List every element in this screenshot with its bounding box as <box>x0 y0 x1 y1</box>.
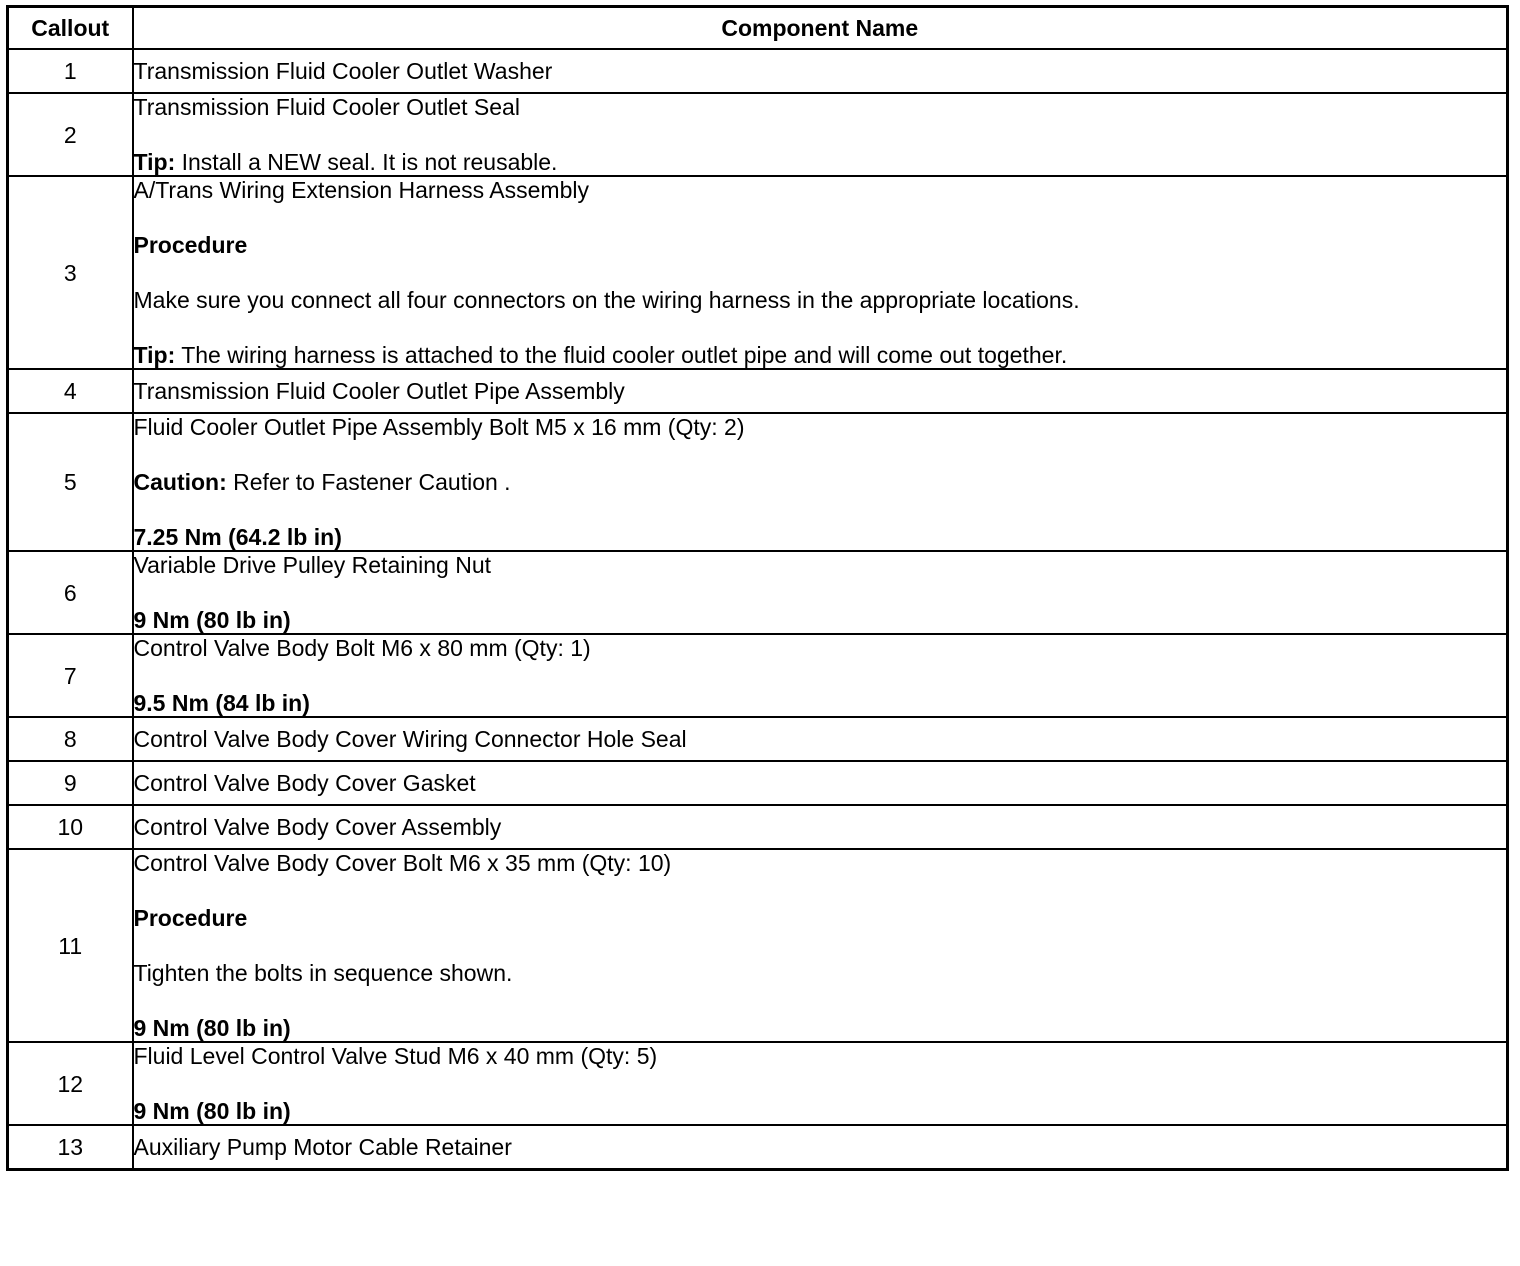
component-name: Control Valve Body Bolt M6 x 80 mm (Qty: 1) <box>133 635 591 661</box>
component-name: Fluid Level Control Valve Stud M6 x 40 mm (Qty: 5) <box>133 1043 658 1069</box>
torque-spec: 9 Nm (80 lb in) <box>133 607 291 633</box>
tip-note <box>134 149 1507 175</box>
tip-label: Tip: <box>133 342 176 368</box>
table-row <box>8 717 1508 761</box>
component-cell <box>133 717 1508 761</box>
table-header-row <box>8 7 1508 50</box>
component-cell <box>133 413 1508 551</box>
table-row <box>8 1042 1508 1125</box>
procedure-text: Tighten the bolts in sequence shown. <box>133 960 513 986</box>
component-cell <box>133 1042 1508 1125</box>
component-table <box>6 5 1509 1171</box>
caution-text: Refer to Fastener Caution . <box>226 469 511 495</box>
torque-spec: 9 Nm (80 lb in) <box>133 1098 291 1124</box>
table-row <box>8 1125 1508 1170</box>
component-name: Transmission Fluid Cooler Outlet Washer <box>133 58 553 84</box>
callout-number: 8 <box>8 717 133 761</box>
component-name: Variable Drive Pulley Retaining Nut <box>133 552 492 578</box>
torque-spec: 7.25 Nm (64.2 lb in) <box>133 524 342 550</box>
table-row <box>8 369 1508 413</box>
component-cell <box>133 176 1508 369</box>
component-cell <box>133 805 1508 849</box>
table-row <box>8 93 1508 176</box>
table-row <box>8 49 1508 93</box>
callout-number: 10 <box>8 805 133 849</box>
table-row <box>8 805 1508 849</box>
caution-label: Caution: <box>133 469 227 495</box>
table-row <box>8 761 1508 805</box>
tip-text: The wiring harness is attached to the fluid cooler outlet pipe and will come out together. <box>175 342 1068 368</box>
callout-number: 6 <box>8 551 133 634</box>
component-cell <box>133 49 1508 93</box>
callout-number: 1 <box>8 49 133 93</box>
tip-label: Tip: <box>133 149 176 175</box>
component-name: Fluid Cooler Outlet Pipe Assembly Bolt M5 x 16 mm (Qty: 2) <box>133 414 745 440</box>
header-callout: Callout <box>8 7 133 50</box>
component-name: A/Trans Wiring Extension Harness Assembly <box>133 177 589 203</box>
component-name: Control Valve Body Cover Assembly <box>133 814 502 840</box>
torque-spec: 9 Nm (80 lb in) <box>133 1015 291 1041</box>
component-cell <box>133 761 1508 805</box>
torque-spec: 9.5 Nm (84 lb in) <box>133 690 310 716</box>
component-table-container <box>6 5 1506 1171</box>
component-name: Transmission Fluid Cooler Outlet Pipe Assembly <box>133 378 625 404</box>
component-cell <box>133 93 1508 176</box>
tip-note <box>134 342 1507 368</box>
component-cell <box>133 1125 1508 1170</box>
caution-note <box>134 469 1507 495</box>
callout-number: 3 <box>8 176 133 369</box>
table-row <box>8 413 1508 551</box>
callout-number: 12 <box>8 1042 133 1125</box>
callout-number: 2 <box>8 93 133 176</box>
component-name: Control Valve Body Cover Wiring Connector Hole Seal <box>133 726 687 752</box>
callout-number: 4 <box>8 369 133 413</box>
component-name: Auxiliary Pump Motor Cable Retainer <box>133 1134 512 1160</box>
callout-number: 5 <box>8 413 133 551</box>
procedure-text: Make sure you connect all four connectors on the wiring harness in the appropriate locations. <box>133 287 1080 313</box>
table-row <box>8 551 1508 634</box>
component-name: Transmission Fluid Cooler Outlet Seal <box>133 94 520 120</box>
callout-number: 9 <box>8 761 133 805</box>
procedure-heading: Procedure <box>133 232 248 258</box>
procedure-heading: Procedure <box>133 905 248 931</box>
component-name: Control Valve Body Cover Gasket <box>133 770 476 796</box>
component-cell <box>133 551 1508 634</box>
tip-text: Install a NEW seal. It is not reusable. <box>175 149 558 175</box>
table-row <box>8 634 1508 717</box>
callout-number: 7 <box>8 634 133 717</box>
header-component-name: Component Name <box>133 7 1508 50</box>
table-row <box>8 849 1508 1042</box>
component-cell <box>133 634 1508 717</box>
component-cell <box>133 849 1508 1042</box>
table-row <box>8 176 1508 369</box>
callout-number: 13 <box>8 1125 133 1170</box>
component-name: Control Valve Body Cover Bolt M6 x 35 mm (Qty: 10) <box>133 850 672 876</box>
callout-number: 11 <box>8 849 133 1042</box>
component-cell <box>133 369 1508 413</box>
